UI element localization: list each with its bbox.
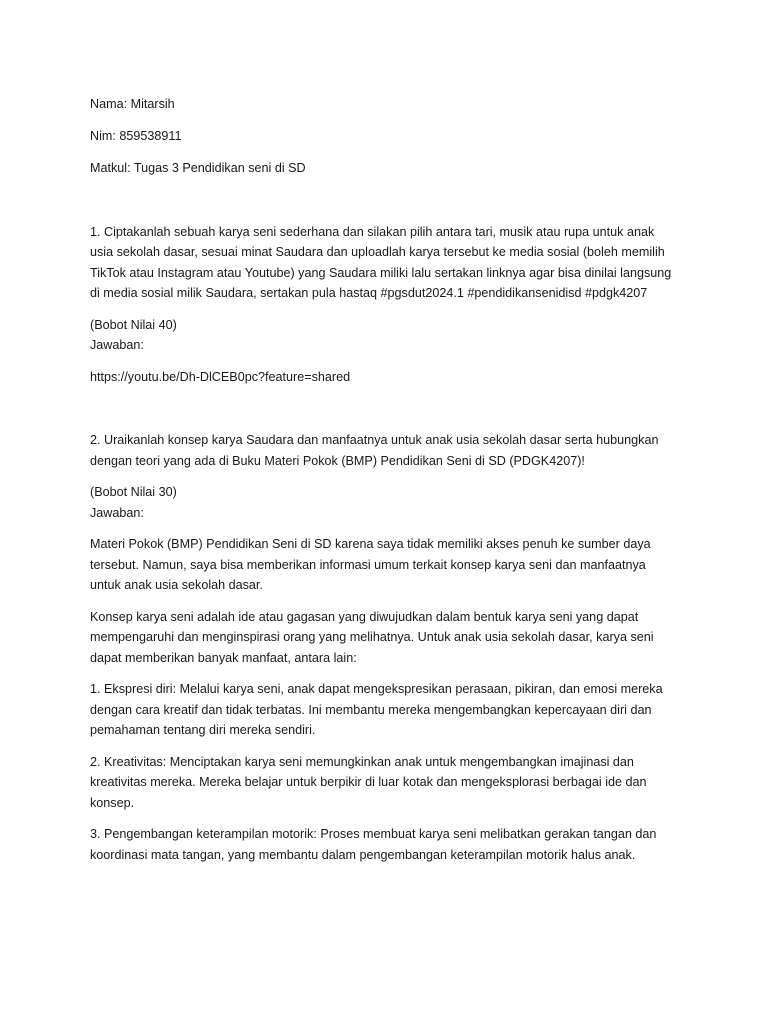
answer-paragraph-2 bbox=[90, 607, 680, 669]
question-2-line: dengan teori yang ada di Buku Materi Pokok (BMP) Pendidikan Seni di SD (PDGK4207)! bbox=[90, 453, 585, 468]
answer-line: 1. Ekspresi diri: Melalui karya seni, anak dapat mengekspresikan perasaan, pikiran, dan emosi mereka bbox=[90, 682, 663, 696]
answer-line: 3. Pengembangan keterampilan motorik: Proses membuat karya seni melibatkan gerakan tangan dan bbox=[90, 827, 657, 841]
answer-line: kreativitas mereka. Mereka belajar untuk berpikir di luar kotak dan mengeksplorasi berbagai ide dan bbox=[90, 775, 647, 789]
question-2-weight: (Bobot Nilai 30) bbox=[90, 485, 177, 499]
question-1-line: 1. Ciptakanlah sebuah karya seni sederhana dan silakan pilih antara tari, musik atau rupa untuk anak bbox=[90, 224, 655, 239]
question-1-line: di media sosial milik Saudara, sertakan pula hastaq #pgsdut2024.1 #pendidikansenidisd #pdgk4207 bbox=[90, 286, 648, 300]
course-title: Matkul: Tugas 3 Pendidikan seni di SD bbox=[90, 161, 306, 175]
question-2 bbox=[90, 430, 680, 471]
answer-point-2 bbox=[90, 752, 680, 814]
answer-line: dapat memberikan banyak manfaat, antara lain: bbox=[90, 650, 357, 665]
answer-point-1 bbox=[90, 679, 680, 741]
answer-line: Materi Pokok (BMP) Pendidikan Seni di SD karena saya tidak memiliki akses penuh ke sumber daya bbox=[90, 537, 651, 551]
question-2-answer-label: Jawaban: bbox=[90, 505, 144, 520]
answer-line: pemahaman tentang diri mereka sendiri. bbox=[90, 723, 316, 737]
answer-line: mempengaruhi dan menginspirasi orang yang melihatnya. Untuk anak usia sekolah dasar, karya seni bbox=[90, 630, 654, 644]
answer-paragraph-1 bbox=[90, 534, 680, 596]
answer-line: konsep. bbox=[90, 795, 135, 810]
question-1-line: usia sekolah dasar, sesuai minat Saudara dan uploadlah karya tersebut ke media sosial (boleh memilih bbox=[90, 245, 665, 259]
student-nim: Nim: 859538911 bbox=[90, 129, 182, 143]
question-1-line: TikTok atau Instagram atau Youtube) yang Saudara miliki lalu sertakan linknya agar bisa dinilai langsung bbox=[90, 265, 672, 280]
answer-line: koordinasi mata tangan, yang membantu dalam pengembangan keterampilan motorik halus anak. bbox=[90, 847, 636, 862]
question-1-answer-label: Jawaban: bbox=[90, 338, 144, 352]
question-1 bbox=[90, 222, 680, 304]
answer-line: Konsep karya seni adalah ide atau gagasan yang diwujudkan dalam bentuk karya seni yang dapat bbox=[90, 609, 639, 624]
answer-point-3 bbox=[90, 824, 680, 865]
question-2-line: 2. Uraikanlah konsep karya Saudara dan manfaatnya untuk anak usia sekolah dasar serta hubungkan bbox=[90, 433, 659, 447]
answer-line: dengan cara kreatif dan tidak terbatas. Ini membantu mereka mengembangkan kepercayaan diri dan bbox=[90, 702, 652, 717]
answer-line: untuk anak usia sekolah dasar. bbox=[90, 578, 263, 592]
question-1-weight: (Bobot Nilai 40) bbox=[90, 317, 177, 332]
answer-line: tersebut. Namun, saya bisa memberikan informasi umum terkait konsep karya seni dan manfaatnya bbox=[90, 557, 646, 572]
answer-line: 2. Kreativitas: Menciptakan karya seni memungkinkan anak untuk mengembangkan imajinasi dan bbox=[90, 754, 634, 769]
student-name: Nama: Mitarsih bbox=[90, 97, 175, 111]
youtube-link[interactable]: https://youtu.be/Dh-DlCEB0pc?feature=shared bbox=[90, 369, 351, 384]
document-page bbox=[90, 94, 680, 865]
